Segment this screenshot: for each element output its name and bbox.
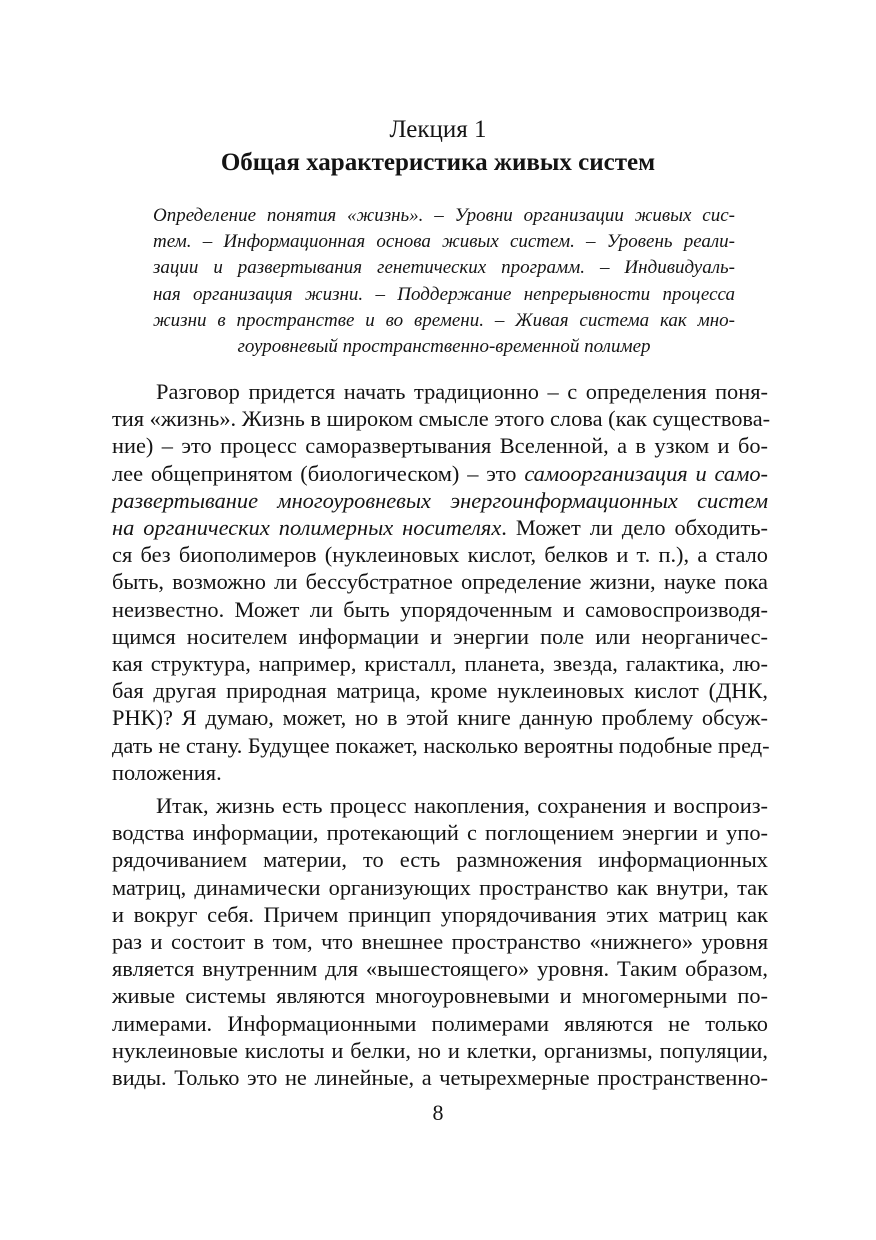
emphasis-text: самоорганизация и само- — [524, 460, 769, 486]
paragraph-2-line: и вокруг себя. Причем принцип упорядочивания этих матриц как — [112, 901, 768, 927]
paragraph-1-line — [112, 514, 768, 541]
paragraph-1-line: ние) – это процесс саморазвертывания Вселенной, а в узком и бо- — [112, 433, 768, 459]
lecture-title: Общая характеристика живых систем — [220, 149, 656, 176]
paragraph-2-line: раз и состоит в том, что внешнее пространство «нижнего» уровня — [112, 929, 768, 955]
plain-text: . Может ли дело обходить- — [501, 515, 768, 541]
emphasis-text: развертывание многоуровневых энергоинформационных систем — [112, 487, 768, 513]
paragraph-1-line: щимся носителем информации и энергии поле или неорганичес- — [112, 623, 768, 649]
paragraph-2-line: рядочиванием материи, то есть размножения информационных — [112, 847, 768, 873]
paragraph-1-line: Разговор придется начать традиционно – с определения поня- — [156, 379, 768, 404]
paragraph-1-line: дать не стану. Будущее покажет, насколько вероятны подобные пред- — [112, 732, 770, 758]
abstract-line: Определение понятия «жизнь». – Уровни организации живых сис- — [153, 205, 735, 226]
paragraph-2-line: матриц, динамически организующих пространство как внутри, так — [112, 874, 768, 900]
lecture-abstract — [153, 203, 735, 360]
paragraph-1-line: кая структура, например, кристалл, планета, звезда, галактика, лю- — [112, 651, 768, 677]
abstract-line: зации и развертывания генетических программ. – Индивидуаль- — [153, 257, 735, 279]
paragraph-1-line: РНК)? Я думаю, может, но в этой книге данную проблему обсуж- — [112, 705, 768, 731]
paragraph-1-line: неизвестно. Может ли быть упорядоченным и самовоспроизводя- — [112, 596, 768, 622]
paragraph-2-line: нуклеиновые кислоты и белки, но и клетки, организмы, популяции, — [112, 1037, 768, 1063]
paragraph-1-line — [112, 460, 768, 487]
abstract-line: жизни в пространстве и во времени. – Живая система как мно- — [153, 309, 735, 331]
paragraph-1-line: положения. — [112, 759, 222, 785]
paragraph-2-line: лимерами. Информационными полимерами являются не только — [112, 1010, 768, 1036]
paragraph-1-line: ся без биополимеров (нуклеиновых кислот, белков и т. п.), а стало — [112, 542, 768, 568]
lecture-number: Лекция 1 — [389, 116, 487, 143]
emphasis-text: на органических полимерных носителях — [112, 515, 502, 541]
paragraph-1-line: быть, возможно ли бессубстратное определение жизни, науке пока — [112, 569, 768, 595]
paragraph-2-line: Итак, жизнь есть процесс накопления, сохранения и воспроиз- — [156, 793, 768, 819]
paragraph-1-line — [112, 487, 768, 514]
abstract-line: гоуровневый пространственно-временной полимер — [237, 336, 651, 358]
abstract-line: ная организация жизни. – Поддержание непрерывности процесса — [153, 283, 735, 305]
paragraph-2-line: живые системы являются многоуровневыми и многомерными по- — [112, 983, 768, 1009]
body-text — [112, 378, 771, 1091]
page-number: 8 — [432, 1100, 444, 1125]
paragraph-1-line: тия «жизнь». Жизнь в широком смысле этого слова (как существова- — [112, 406, 771, 432]
paragraph-2-line: виды. Только это не линейные, а четырехмерные пространственно- — [112, 1065, 768, 1091]
abstract-line: тем. – Информационная основа живых систем. – Уровень реали- — [153, 231, 735, 253]
plain-text: лее общепринятом (биологическом) – это — [112, 460, 525, 486]
paragraph-2-line: является внутренним для «вышестоящего» уровня. Таким образом, — [112, 956, 768, 982]
paragraph-1-line: бая другая природная матрица, кроме нуклеиновых кислот (ДНК, — [112, 678, 768, 704]
paragraph-2-line: водства информации, протекающий с поглощением энергии и упо- — [112, 820, 768, 846]
